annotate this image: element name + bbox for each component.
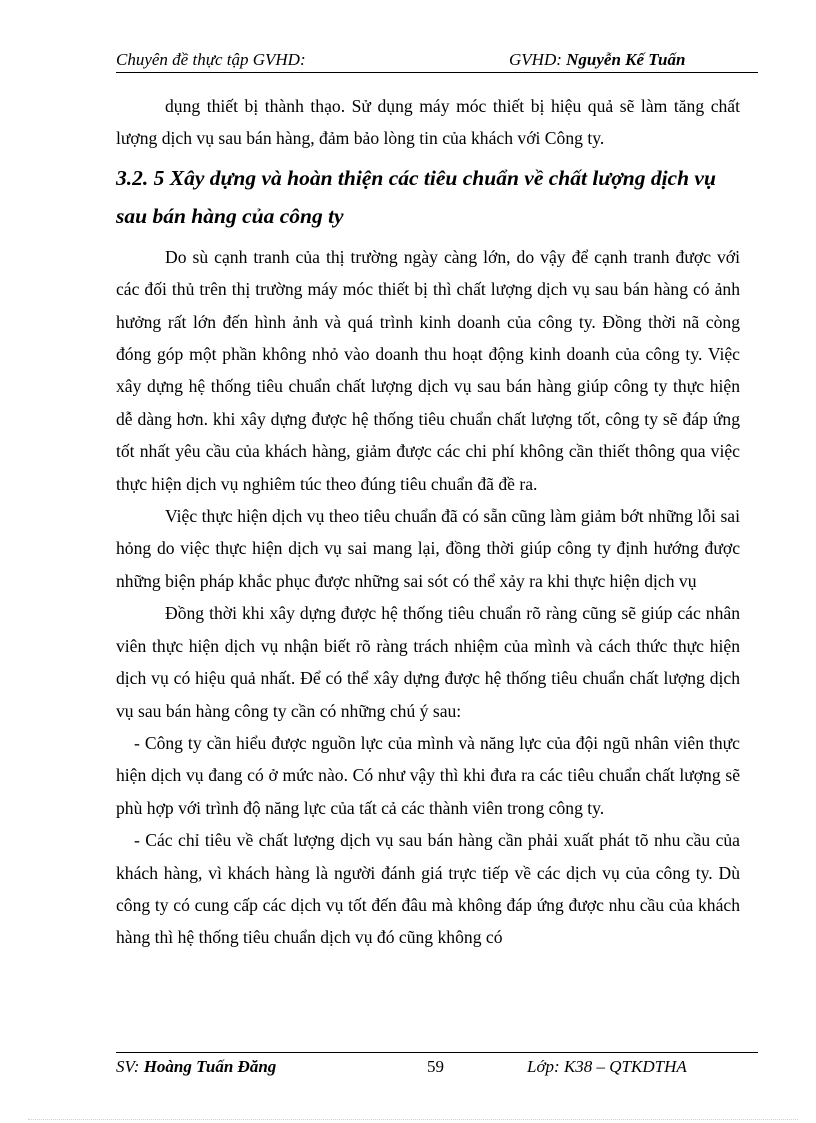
header-advisor-prefix: GVHD: bbox=[509, 50, 567, 69]
page-number: 59 bbox=[427, 1057, 444, 1076]
paragraph-clear-standards: Đồng thời khi xây dựng được hệ thống tiêu chuẩn rõ ràng cũng sẽ giúp các nhân viên thực hiện dịch vụ nhận biết rõ ràng trách nhiệm của mình và cách thức thực hiện dịch vụ có hiệu quả nhất. Để có thể xây dựng được hệ thống tiêu chuẩn chất lượng dịch vụ sau bán hàng công ty cần có những chú ý sau: bbox=[116, 603, 740, 721]
bullet-resources: - Công ty cần hiểu được nguồn lực của mình và năng lực của đội ngũ nhân viên thực hiện dịch vụ đang có ở mức nào. Có như vậy thì khi đưa ra các tiêu chuẩn chất lượng sẽ phù hợp với trình độ năng lực của tất cả các thành viên trong công ty. bbox=[116, 732, 740, 818]
paragraph-competition: Do sù cạnh tranh của thị trường ngày càng lớn, do vậy để cạnh tranh được với các đối thủ trên thị trường máy móc thiết bị thì chất lượng dịch vụ sau bán hàng có ảnh hưởng rất lớn đến hình ảnh và quá trình kinh doanh của công ty. Đồng thời nã còng đóng góp một phần không nhỏ vào doanh thu hoạt động kinh doanh của công ty. Việc xây dựng hệ thống tiêu chuẩn chất lượng dịch vụ sau bán hàng giúp công ty thực hiện dễ dàng hơn. khi xây dựng được hệ thống tiêu chuẩn chất lượng tốt, công ty sẽ đáp ứng tốt nhất yêu cầu của khách hàng, giảm được các chi phí không cần thiết thông qua việc thực hiện dịch vụ nghiêm túc theo đúng tiêu chuẩn đã đề ra. bbox=[116, 246, 740, 494]
paragraph-standard-service: Việc thực hiện dịch vụ theo tiêu chuẩn đã có sẵn cũng làm giảm bớt những lỗi sai hỏng do việc thực hiện dịch vụ sai mang lại, đồng thời giúp công ty định hướng được những biện pháp khắc phục được những sai sót có thể xảy ra khi thực hiện dịch vụ bbox=[116, 506, 740, 591]
footer-student-prefix: SV: bbox=[116, 1057, 144, 1076]
footer-student-name: Hoàng Tuấn Đăng bbox=[143, 1057, 277, 1076]
header-course-label: Chuyên đề thực tập GVHD: bbox=[116, 50, 306, 69]
footer-student bbox=[116, 1057, 276, 1077]
bullet-customer-needs: - Các chỉ tiêu về chất lượng dịch vụ sau bán hàng cần phải xuất phát tõ nhu cầu của khách hàng, vì khách hàng là người đánh giá trực tiếp về các dịch vụ của công ty. Dù công ty có cung cấp các dịch vụ tốt đến đâu mà không đáp ứng được nhu cầu của khách hàng thì hệ thống tiêu chuẩn dịch vụ đó cũng không có bbox=[116, 830, 740, 948]
section-heading: 3.2. 5 Xây dựng và hoàn thiện các tiêu chuẩn về chất lượng dịch vụ sau bán hàng của công ty bbox=[116, 165, 716, 228]
header-advisor-name: Nguyễn Kế Tuấn bbox=[566, 50, 686, 69]
paragraph-continuation: dụng thiết bị thành thạo. Sử dụng máy móc thiết bị hiệu quả sẽ làm tăng chất lượng dịch vụ sau bán hàng, đảm bảo lòng tin của khách với Công ty. bbox=[116, 96, 740, 149]
page-footer bbox=[116, 1052, 758, 1081]
footer-class: Lớp: K38 – QTKDTHA bbox=[527, 1057, 687, 1076]
header-advisor bbox=[509, 50, 685, 70]
page-body bbox=[116, 90, 740, 954]
bottom-divider bbox=[28, 1119, 798, 1120]
page-header bbox=[116, 48, 758, 73]
